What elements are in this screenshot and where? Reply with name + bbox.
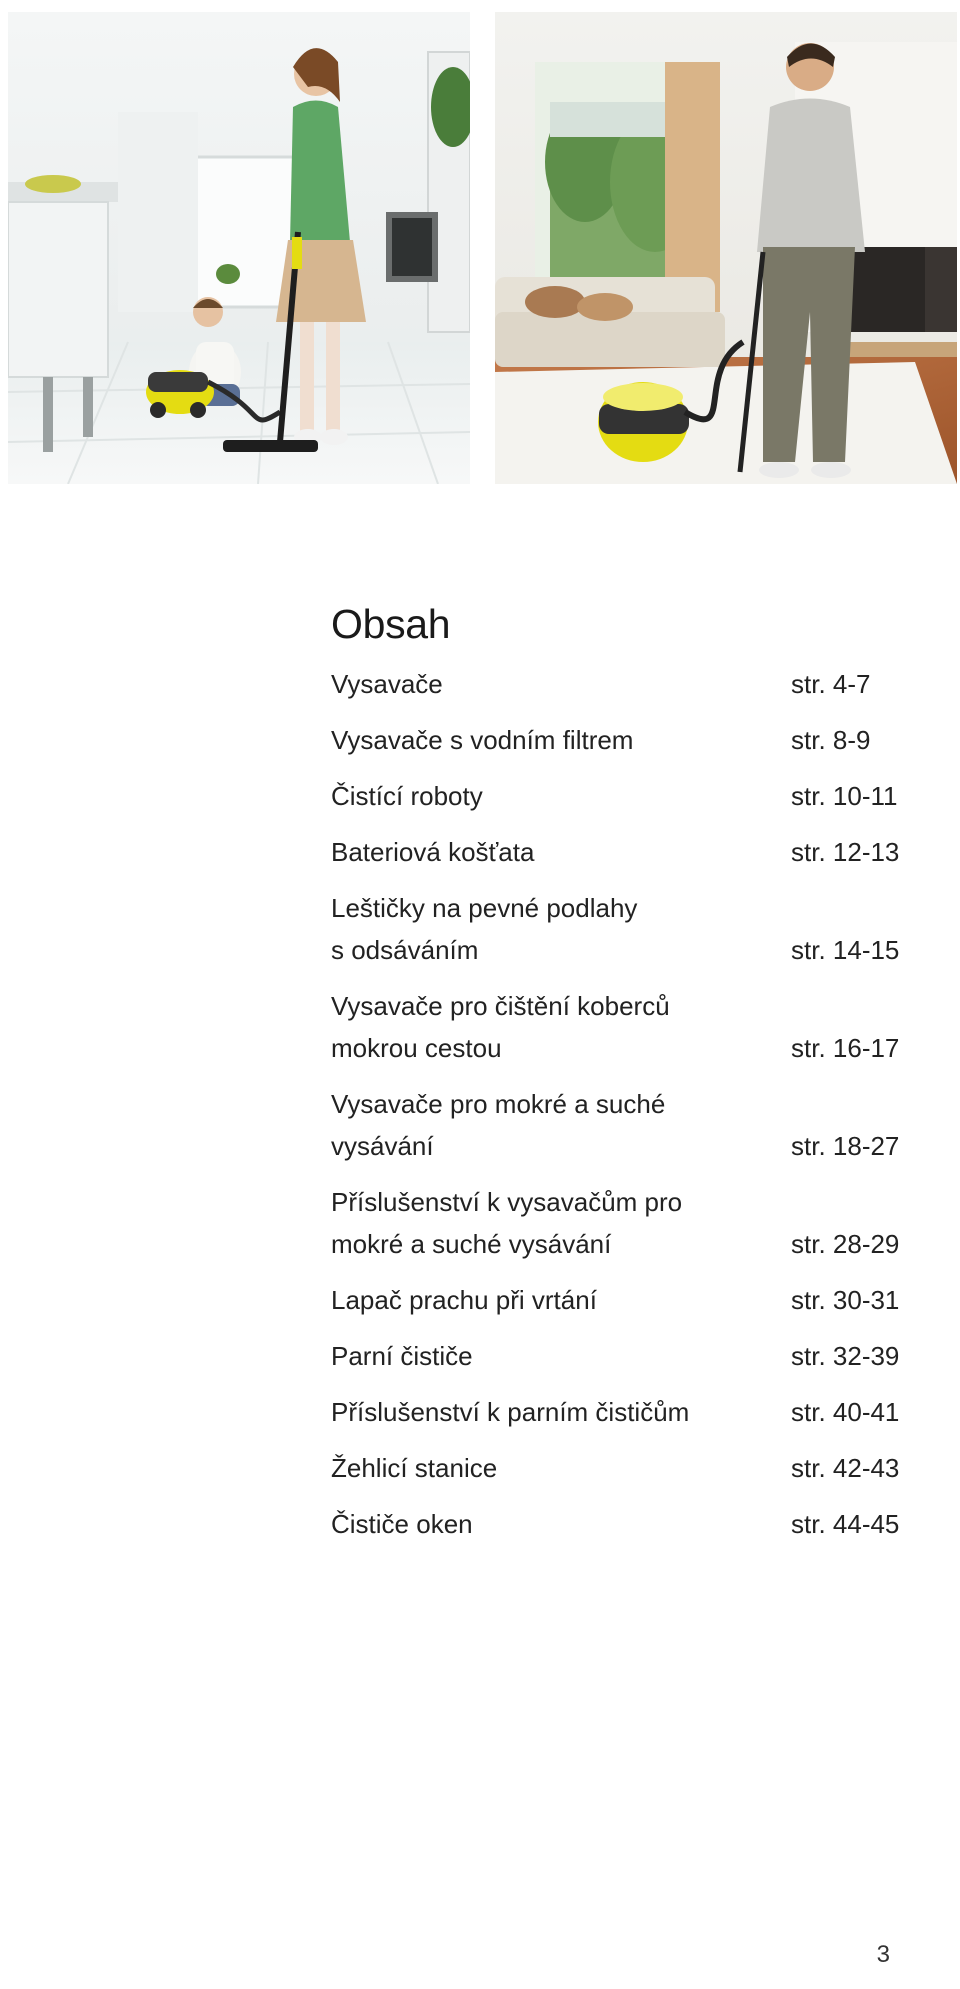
toc-entry-page: str. 8-9 — [791, 725, 871, 756]
toc-entry-page: str. 16-17 — [791, 1033, 900, 1064]
toc-entry-title-line: Vysavače pro mokré a suché — [331, 1089, 666, 1120]
toc-entry-title — [331, 1447, 791, 1489]
toc-entry-page: str. 44-45 — [791, 1509, 900, 1540]
toc-entry-page: str. 10-11 — [791, 781, 898, 812]
toc-entry — [331, 663, 931, 705]
toc-entry-title-line: Příslušenství k vysavačům pro — [331, 1187, 683, 1218]
toc-title: Obsah — [331, 601, 451, 647]
toc-entry — [331, 719, 931, 761]
toc-entry-page: str. 4-7 — [791, 669, 871, 700]
toc-entry-title — [331, 663, 791, 705]
toc-entry-title — [331, 775, 791, 817]
toc-entry — [331, 1447, 931, 1489]
photo-kitchen-vacuuming — [8, 12, 470, 484]
toc-entry — [331, 1181, 931, 1265]
toc-entry-title — [331, 1279, 791, 1321]
toc-entry — [331, 775, 931, 817]
toc-entry-page: str. 32-39 — [791, 1341, 900, 1372]
toc-entry-title-line: Vysavače — [331, 669, 443, 700]
toc-entry-page: str. 40-41 — [791, 1397, 900, 1428]
toc-entry-title-line: s odsáváním — [331, 935, 479, 966]
toc-entry-title-line: Parní čističe — [331, 1341, 473, 1372]
toc-entry-title — [331, 719, 791, 761]
toc-entry — [331, 985, 931, 1069]
toc-entry-title-line: Žehlicí stanice — [331, 1453, 498, 1484]
toc-entry-title — [331, 831, 791, 873]
toc-entry-title — [331, 1181, 791, 1265]
toc-entry — [331, 1335, 931, 1377]
toc-entry-title — [331, 887, 791, 971]
toc-entry-title-line: Bateriová košťata — [331, 837, 535, 868]
toc-entry-title — [331, 1391, 791, 1433]
toc-entry — [331, 1083, 931, 1167]
toc-entry-page: str. 42-43 — [791, 1453, 900, 1484]
toc-entry-title-line: Lapač prachu při vrtání — [331, 1285, 597, 1316]
toc-entry — [331, 1503, 931, 1545]
toc-entry — [331, 1279, 931, 1321]
toc-entry-page: str. 28-29 — [791, 1229, 900, 1260]
table-of-contents — [331, 600, 931, 1559]
toc-entry-title — [331, 1083, 791, 1167]
toc-entry-title-line: vysávání — [331, 1131, 434, 1162]
toc-entry-title-line: mokrou cestou — [331, 1033, 502, 1064]
toc-entry-page: str. 30-31 — [791, 1285, 900, 1316]
photo-living-room-vacuuming — [495, 12, 957, 484]
toc-entry-title-line: Čističe oken — [331, 1509, 473, 1540]
toc-list — [331, 663, 931, 1545]
page-number: 3 — [876, 1941, 890, 1968]
toc-entry-title — [331, 1335, 791, 1377]
toc-entry-title-line: Leštičky na pevné podlahy — [331, 893, 638, 924]
toc-entry-title — [331, 1503, 791, 1545]
toc-entry — [331, 831, 931, 873]
toc-entry-title-line: mokré a suché vysávání — [331, 1229, 612, 1260]
toc-entry-page: str. 14-15 — [791, 935, 900, 966]
toc-entry-title-line: Vysavače s vodním filtrem — [331, 725, 634, 756]
toc-entry-title-line: Čistící roboty — [331, 781, 483, 812]
toc-entry — [331, 887, 931, 971]
toc-entry-title-line: Příslušenství k parním čističům — [331, 1397, 690, 1428]
toc-entry-title — [331, 985, 791, 1069]
toc-entry-title-line: Vysavače pro čištění koberců — [331, 991, 670, 1022]
toc-entry-page: str. 18-27 — [791, 1131, 900, 1162]
toc-entry — [331, 1391, 931, 1433]
toc-entry-page: str. 12-13 — [791, 837, 900, 868]
